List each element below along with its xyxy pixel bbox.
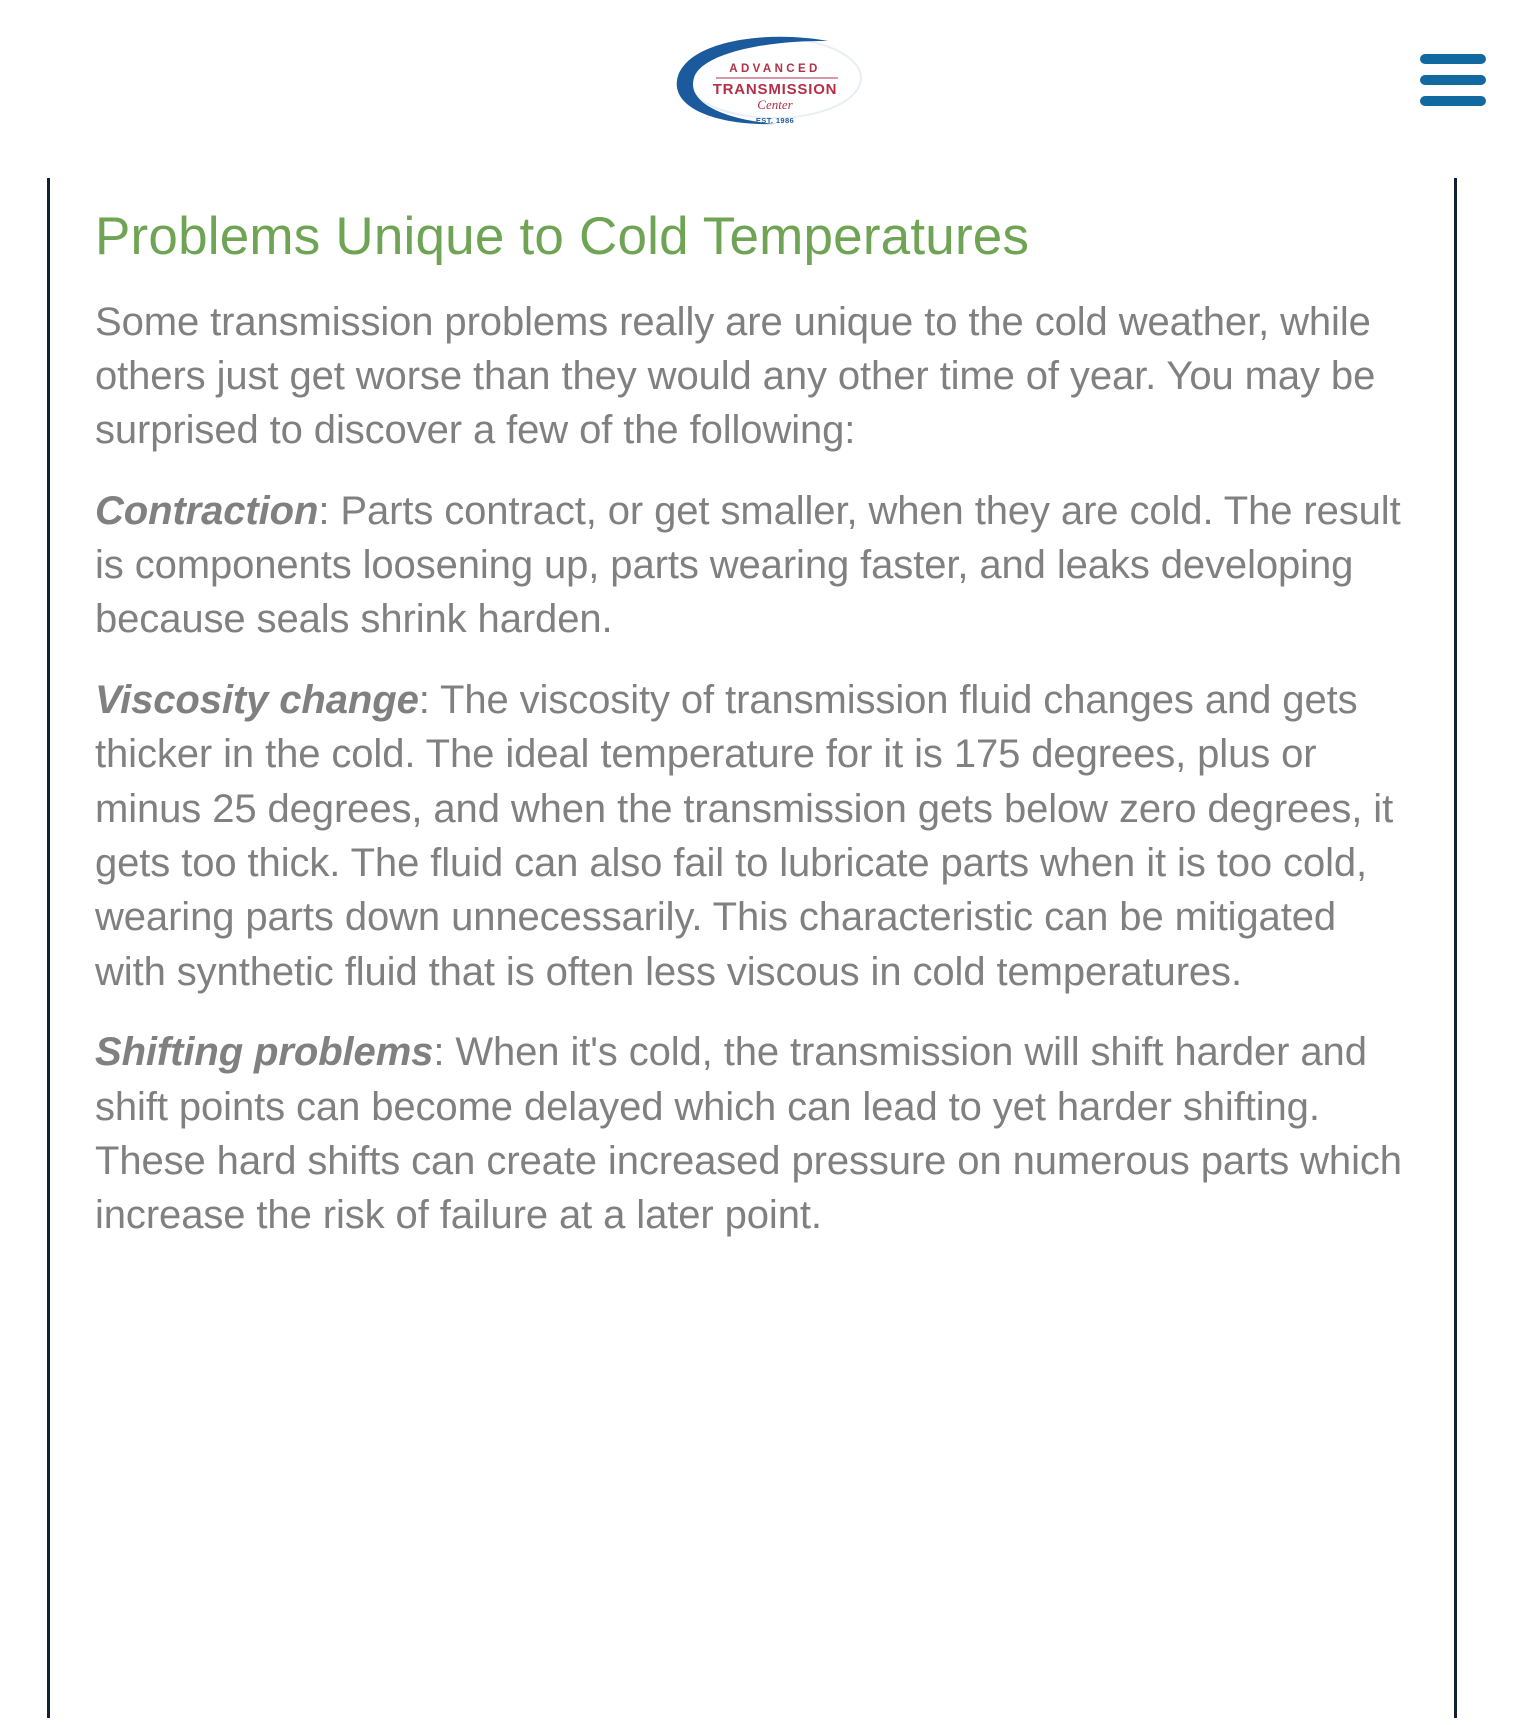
paragraph-viscosity-change [95,673,1409,999]
page-title: Problems Unique to Cold Temperatures [95,207,1030,266]
logo-line-transmission: TRANSMISSION [712,81,838,98]
site-header [0,0,1536,160]
paragraph-shifting-problems-text: : When it's cold, the transmission will shift harder and shift points can become delayed which can lead to yet harder shifting. These hard shifts can create increased pressure on numerous parts which increase the risk of failure at a later point. [95,1030,1402,1238]
paragraph-contraction-text: : Parts contract, or get smaller, when they are cold. The result is components loosening up, parts wearing faster, and leaks developing because seals shrink harden. [95,488,1401,642]
content-frame [47,178,1457,1718]
logo-line-advanced: ADVANCED [729,63,821,75]
site-logo-link[interactable] [648,28,888,136]
paragraph-intro-text: Some transmission problems really are unique to the cold weather, while others just get worse than they would any other time of year. You may be surprised to discover a few of the following: [95,299,1376,453]
lead-in-viscosity-change: Viscosity change [95,677,419,722]
article-body [50,178,1454,1243]
advanced-transmission-center-logo [648,28,888,136]
paragraph-viscosity-change-text: : The viscosity of transmission fluid changes and gets thicker in the cold. The ideal temperature for it is 175 degrees, plus or minus 25 degrees, and when the transmission gets below zero degrees, it gets too thick. The fluid can also fail to lubricate parts when it is too cold, wearing parts down unnecessarily. This characteristic can be mitigated with synthetic fluid that is often less viscous in cold temperatures. [95,677,1394,994]
hamburger-bar-top [1420,54,1486,64]
paragraph-contraction [95,484,1409,647]
hamburger-menu-button[interactable] [1420,50,1486,110]
paragraph-intro [95,295,1409,458]
lead-in-contraction: Contraction [95,488,319,533]
hamburger-bar-bottom [1420,96,1486,106]
logo-line-center: Center [757,97,793,112]
hamburger-bar-middle [1420,75,1486,85]
lead-in-shifting-problems: Shifting problems [95,1030,434,1075]
logo-line-est: EST. 1986 [755,116,795,125]
paragraph-shifting-problems [95,1025,1409,1243]
